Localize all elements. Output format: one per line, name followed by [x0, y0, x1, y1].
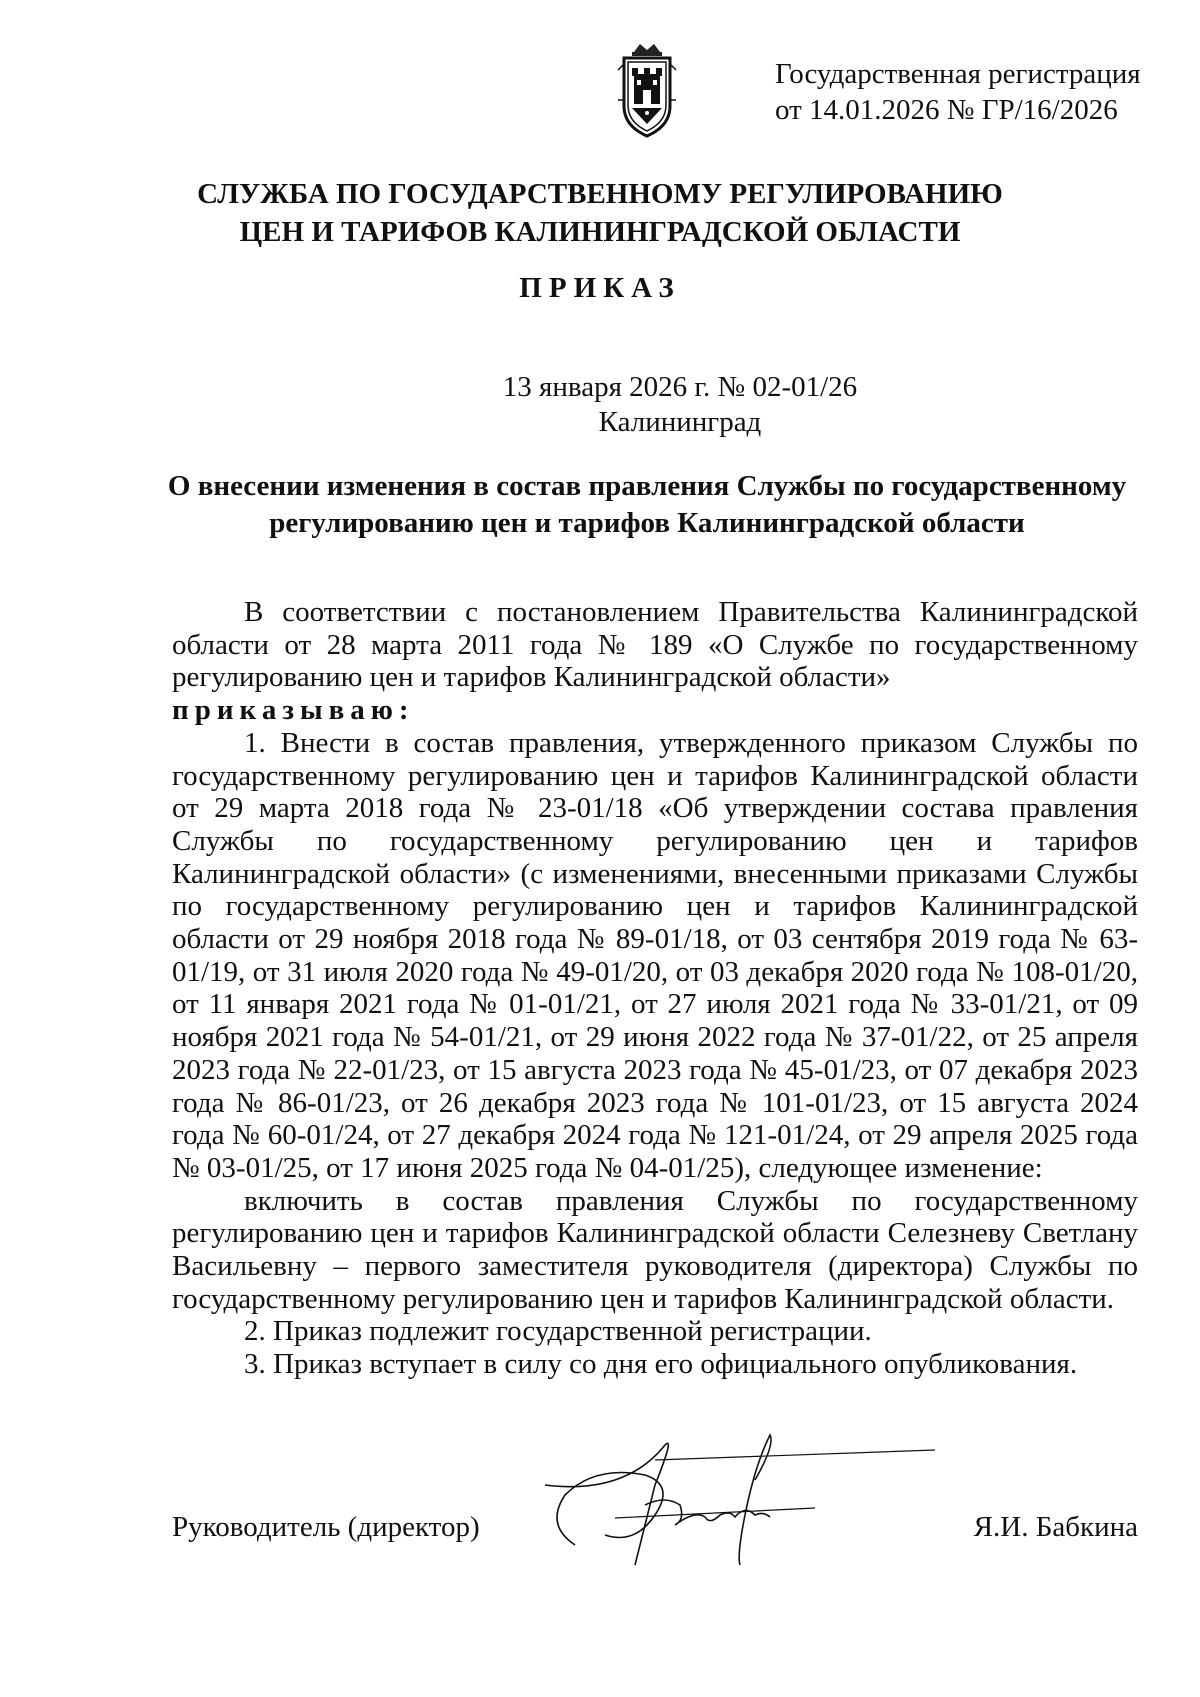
- signer-name: Я.И. Бабкина: [973, 1511, 1138, 1543]
- decree-word-paragraph: [172, 694, 1138, 727]
- signer-position: Руководитель (директор): [172, 1511, 480, 1543]
- preamble-paragraph: В соответствии с постановлением Правительства Калининградской области от 28 марта 2011 года № 189 «О Службе по государственному регулированию цен и тарифов Калининградской области»: [172, 596, 1138, 694]
- item-2-paragraph: 2. Приказ подлежит государственной регистрации.: [244, 1315, 872, 1348]
- item-1-paragraph: 1. Внести в состав правления, утвержденного приказом Службы по государственному регулированию цен и тарифов Калининградской области от 29 марта 2018 года № 23-01/18 «Об утверждении состава правления Службы по государственному регулированию цен и тарифов Калининградской области» (с изменениями, внесенными приказами Службы по государственному регулированию цен и тарифов Калининградской области от 29 ноября 2018 года № 89-01/18, от 03 сентября 2019 года № 63-01/19, от 31 июля 2020 года № 49-01/20, от 03 декабря 2020 года № 108-01/20, от 11 января 2021 года № 01-01/21, от 27 июля 2021 года № 33-01/21, от 09 ноября 2021 года № 54-01/21, от 29 июня 2022 года № 37-01/22, от 25 апреля 2023 года № 22-01/23, от 15 августа 2023 года № 45-01/23, от 07 декабря 2023 года № 86-01/23, от 26 декабря 2023 года № 101-01/23, от 15 августа 2024 года № 60-01/24, от 27 декабря 2024 года № 121-01/24, от 29 апреля 2025 года № 03-01/25, от 17 июня 2025 года № 04-01/25), следующее изменение:: [172, 726, 1138, 1184]
- order-body: [172, 596, 1138, 1381]
- document-type-title: ПРИКАЗ: [519, 272, 681, 304]
- handwritten-signature: [505, 1425, 945, 1575]
- order-date-number: 13 января 2026 г. № 02-01/26: [502, 371, 858, 403]
- coat-of-arms-emblem: [612, 40, 682, 140]
- organization-name-line1: СЛУЖБА ПО ГОСУДАРСТВЕННОМУ РЕГУЛИРОВАНИЮ: [197, 178, 1003, 210]
- organization-name: [0, 175, 1200, 251]
- order-city: Калининград: [598, 406, 762, 438]
- order-subject-line1: О внесении изменения в состав правления Службы по государственному: [167, 470, 1127, 502]
- order-subject-line2: регулированию цен и тарифов Калининградской области: [269, 507, 1025, 539]
- decree-word: приказываю:: [172, 694, 415, 727]
- order-date-block: [430, 370, 930, 440]
- item-1-change-paragraph: включить в состав правления Службы по государственному регулированию цен и тарифов Калининградской области Селезневу Светлану Васильевну – первого заместителя руководителя (директора) Службы по государственному регулированию цен и тарифов Калининградской области.: [172, 1184, 1138, 1315]
- organization-name-line2: ЦЕН И ТАРИФОВ КАЛИНИНГРАДСКОЙ ОБЛАСТИ: [239, 216, 961, 248]
- item-3-paragraph: 3. Приказ вступает в силу со дня его официального опубликования.: [244, 1348, 1078, 1381]
- registration-label: Государственная регистрация: [775, 58, 1141, 90]
- registration-date-number: от 14.01.2026 № ГР/16/2026: [775, 94, 1118, 126]
- order-subject: [160, 468, 1134, 542]
- registration-stamp: [775, 56, 1141, 128]
